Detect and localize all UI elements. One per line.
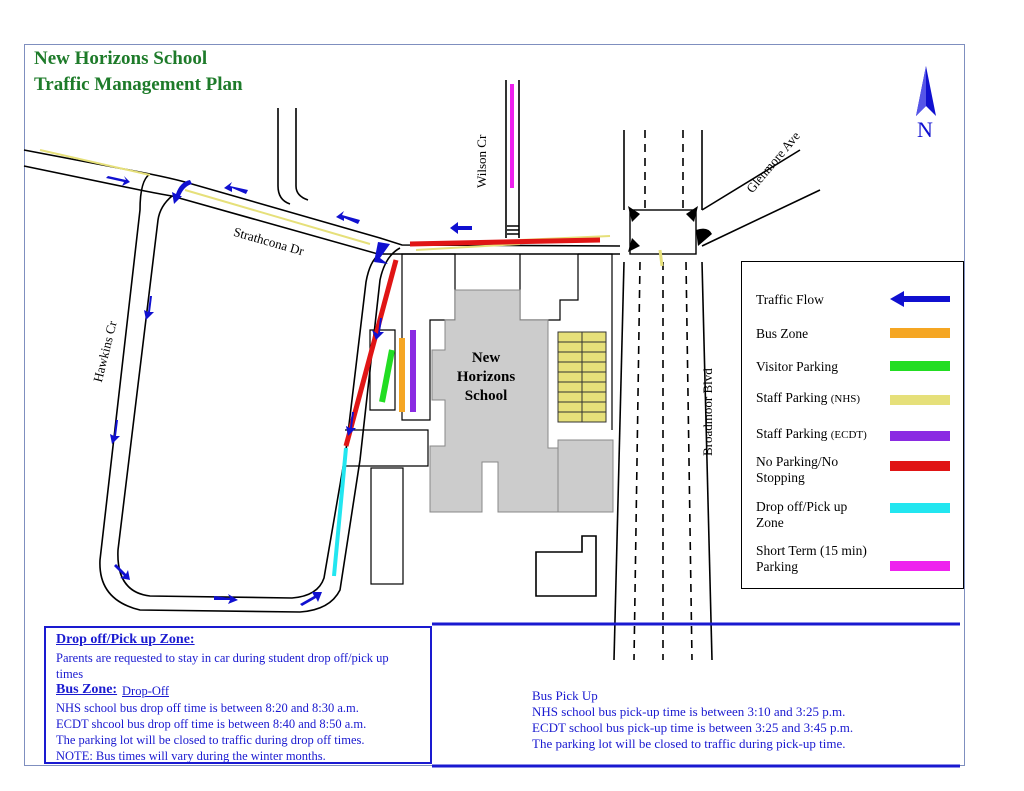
pickup-line-3: ECDT school bus pick-up time is between 3:25 and 3:45 p.m. (532, 720, 854, 735)
pickup-line-2: NHS school bus pick-up time is between 3:10 and 3:25 p.m. (532, 704, 846, 719)
legend-short-term-swatch (890, 561, 950, 571)
road-label-wilson: Wilson Cr (474, 134, 489, 188)
legend (741, 261, 964, 589)
bus-zone-header: Bus Zone: (56, 682, 118, 697)
no-parking-strathcona (410, 240, 600, 244)
bus-line-2: ECDT shcool bus drop off time is between 8:40 and 8:50 a.m. (56, 717, 367, 731)
legend-staff-nhs-swatch (890, 395, 950, 405)
school-label-line1: New (471, 350, 501, 366)
road-label-strathcona: Strathcona Dr (231, 224, 306, 259)
legend-staff-ecdt-label: Staff Parking (ECDT) (756, 426, 867, 441)
legend-staff-ecdt-swatch (890, 431, 950, 441)
pickup-line-1: Bus Pick Up (532, 688, 598, 703)
legend-bus-zone-label: Bus Zone (756, 326, 809, 341)
crosswalk (507, 226, 519, 234)
legend-visitor-parking-swatch (890, 361, 950, 371)
pickup-line-4: The parking lot will be closed to traffic during pick-up time. (532, 736, 846, 751)
north-label: N (917, 117, 933, 142)
bus-zone-sub: Drop-Off (122, 684, 169, 698)
bus-line-3: The parking lot will be closed to traffic during drop off times. (56, 733, 365, 747)
road-label-glenmore: Glenmore Ave (743, 128, 803, 196)
strathcona-road (24, 150, 620, 246)
staff-parking-strip-1 (40, 150, 150, 175)
north-arrow-icon (916, 66, 936, 116)
school-label (446, 349, 526, 406)
legend-bus-zone-swatch (890, 328, 950, 338)
dropoff-notes (44, 626, 432, 764)
bus-line-1: NHS school bus drop off time is between 8:20 and 8:30 a.m. (56, 701, 359, 715)
intersection (630, 210, 696, 254)
legend-staff-nhs-label: Staff Parking (NHS) (756, 390, 861, 405)
legend-dropoff-swatch (890, 503, 950, 513)
legend-traffic-flow-label: Traffic Flow (756, 292, 824, 307)
map-title: New Horizons School (34, 48, 208, 69)
dropoff-text: Parents are requested to stay in car during student drop off/pick up times (56, 651, 389, 681)
school-label-line2: Horizons (456, 369, 516, 385)
visitor-parking (382, 350, 392, 402)
road-label-hawkins: Hawkins Cr (90, 319, 120, 384)
school-label-line3: School (464, 388, 508, 404)
legend-short-term-label: Short Term (15 min) Parking (756, 543, 867, 574)
legend-visitor-parking-label: Visitor Parking (756, 359, 839, 374)
legend-traffic-flow-icon (888, 291, 952, 307)
legend-no-parking-swatch (890, 461, 950, 471)
legend-no-parking-label: No Parking/No Stopping (756, 454, 839, 485)
pickup-notes (532, 688, 853, 752)
road-label-broadmoor: Broadmoor Blvd (700, 368, 715, 456)
dropoff-header: Drop off/Pick up Zone: (56, 632, 195, 647)
bus-line-4: NOTE: Bus times will vary during the winter months. (56, 749, 326, 763)
legend-dropoff-label: Drop off/Pick up Zone (756, 499, 848, 530)
map-subtitle: Traffic Management Plan (34, 74, 243, 95)
